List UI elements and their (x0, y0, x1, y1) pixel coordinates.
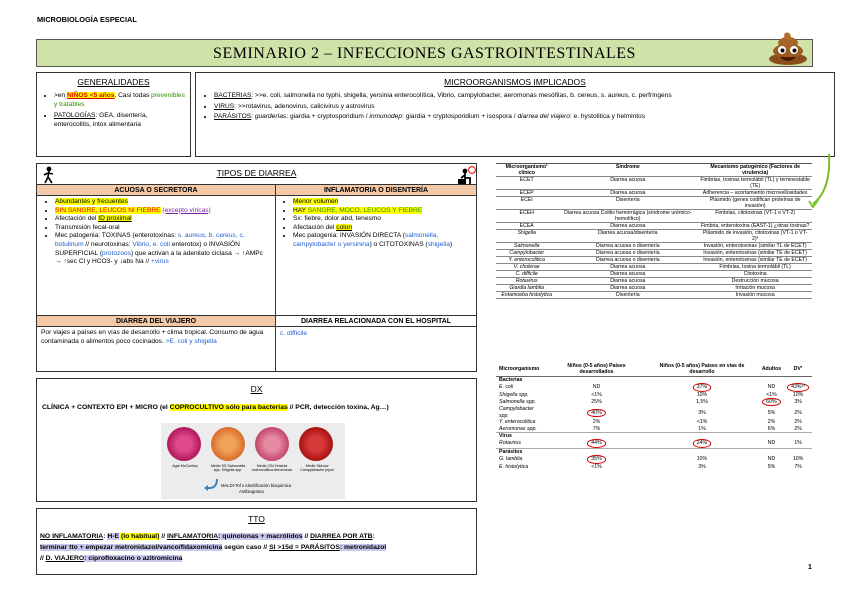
table-cell: Shigella (496, 230, 557, 243)
table-cell: ND (767, 456, 776, 463)
table-cell (548, 406, 645, 419)
table-section-label: Bacterias (496, 376, 812, 383)
table-cell: Diarrea acuosa (557, 177, 698, 190)
table-row (496, 243, 812, 250)
table-cell: <1% (591, 391, 602, 398)
table-section-label: Parásitos (496, 448, 812, 455)
table-row (496, 197, 812, 210)
course-label: MICROBIOLOGÍA ESPECIAL (37, 15, 137, 24)
table-row (496, 250, 812, 257)
plate-label: Medio Skirrow Campylobacter jejuni (300, 464, 334, 472)
table-cell: Diarrea acuosa Colitis hemorrágica (síndrome urémico-hemolítico) (557, 210, 698, 223)
table-cell (548, 455, 645, 463)
walking-person-icon (41, 166, 57, 184)
table-cell: Diarrea acuosa (557, 190, 698, 197)
table-cell: Campylobacter (496, 250, 557, 257)
table-cell: Plásmido de invasión, citotoxinas (VT-1 o VT-2)² (698, 230, 812, 243)
table-cell: Irritación mucosa (698, 285, 812, 292)
table-cell: Diarrea acuosa o disentería (557, 243, 698, 250)
acuosa-item: • Mec patogenia: TOXINAS (enterotoxinas: s. aureus, b. cereus, c. botulinum // neurotoxinas: Vibrio, e. coli enterotox) o INVASIÓN SUPERFICIAL (protozoos) que activan a la adenilato ciclasa → ↑AMPc → ↑sec Cl y HCO3- y ↓abs Na // +virus (55, 232, 271, 266)
plate-mcconkey (167, 427, 201, 461)
table-cell: G. lamblia (499, 456, 523, 463)
table-row (496, 398, 812, 406)
poop-emoji-icon (766, 30, 810, 66)
table-cell: Adherencia – acortamiento microvellosidades (698, 190, 812, 197)
generalidades-box (36, 72, 191, 157)
table-cell: Diarrea acuosa/disentería (557, 230, 698, 243)
table-cell: Rotavirus (496, 278, 557, 285)
table-cell: 7% (592, 425, 601, 432)
microorganismos-list (202, 92, 828, 122)
table-cell: <1% (591, 463, 602, 470)
table-section-row (496, 433, 812, 440)
table-cell: Invasión, enterotoxinas (similar TE de ECET) (698, 257, 812, 264)
acuosa-item: • SIN SANGRE, LEUCOS NI FIEBRE (excepto víricas) (55, 207, 271, 216)
tipos-diarrea-box (36, 163, 477, 372)
hospital-header: DIARREA RELACIONADA CON EL HOSPITAL (275, 315, 476, 327)
table-cell: C. difficile (496, 271, 557, 278)
circled-value: 37% (693, 383, 711, 391)
table-cell: Salmonella spp. (499, 399, 536, 406)
table-header-cell: Niños (0-5 años) Países en vías de desarrollo (645, 363, 759, 376)
table-header-row (496, 363, 812, 376)
table-cell: Invasión, enterotoxinas (similar TE de ECET) (698, 250, 812, 257)
table-cell: E. coli (499, 384, 514, 391)
table-row (496, 177, 812, 190)
table-cell: ECEA (496, 223, 557, 230)
table-cell: Diarrea acuosa (557, 278, 698, 285)
inflamatoria-item: • Mec patogenia: INVASIÓN DIRECTA (salmonella, campylobacter o yersinina) o CITOTOXINAS (shigella) (293, 232, 473, 249)
dx-heading: DX (250, 384, 263, 394)
inflamatoria-item: • HAY SANGRE, MOCO, LEUCOS Y FIEBRE (293, 207, 473, 216)
frequency-table-container (496, 363, 812, 470)
table-cell: Campylobacter spp. (499, 406, 534, 419)
table-cell: Disentería (557, 197, 698, 210)
table-cell: 6% (767, 425, 776, 432)
table-cell: ND (592, 384, 601, 391)
frequency-table (496, 363, 812, 470)
table-cell: Diarrea acuosa (557, 264, 698, 271)
table-cell: Rotavirus (499, 440, 521, 447)
toilet-person-icon (456, 166, 476, 186)
table-cell: Y. enterocolitica (496, 257, 557, 264)
acuosa-item: • Afectación del ID proximal (55, 215, 271, 224)
table-cell: Destrucción mucosa (698, 278, 812, 285)
hospital-text: c. difficile (280, 330, 307, 337)
table-cell: Plásmido (genes codifican proteínas de invasión) (698, 197, 812, 210)
page-title: SEMINARIO 2 – INFECCIONES GASTROINTESTINALES (213, 45, 636, 62)
table-row (496, 426, 812, 433)
plate-label: Medio CIN Yersinia enterocolitica Aeromonas (251, 464, 293, 472)
table-cell: Salmonella (496, 243, 557, 250)
plate-label: Agar McConkey (172, 464, 198, 468)
table-cell: 1% (698, 425, 706, 432)
table-cell: <1% (766, 391, 777, 398)
table-cell: 3% (794, 399, 802, 406)
plate-ss (211, 427, 245, 461)
generalidades-heading: GENERALIDADES (77, 77, 150, 87)
acuosa-item: • Transmisión fecal-oral (55, 224, 271, 233)
table-cell: Diarrea acuosa o disentería (557, 250, 698, 257)
table-cell: 7% (794, 463, 802, 470)
table-cell: Shigella spp. (499, 391, 529, 398)
table-header-cell: Síndrome (557, 164, 698, 177)
table-cell: Invasión, enterotoxinas (similar TL de ECET) (698, 243, 812, 250)
table-cell: Diarrea acuosa (557, 285, 698, 292)
micro-item-bacterias: • BACTERIAS: >>e. coli, salmonella no typhi, shigella, yersinia enterocolítica, Vibrio, campylobacter, aeromonas mesófilas, b. cereus, s. aureus, c. perfringens (214, 92, 828, 101)
table-cell: Entamoeba histolytica (496, 292, 557, 299)
table-cell: 5% (767, 463, 776, 470)
table-cell: ECET (496, 177, 557, 190)
table-cell: ECEP (496, 190, 557, 197)
inflamatoria-item: • Afectación del colon (293, 224, 473, 233)
table-header-cell: Microorganismo (496, 363, 548, 376)
table-cell: ND (767, 384, 776, 391)
table-cell (548, 439, 645, 448)
table-row (496, 285, 812, 292)
table-cell: Invasión mucosa (698, 292, 812, 299)
table-cell: 2% (592, 419, 601, 426)
table-cell: Disentería (557, 292, 698, 299)
table-cell: Fimbrias, citotoxinas (VT-1 o VT-2) (698, 210, 812, 223)
microorganismos-box (195, 72, 835, 157)
table-cell: E. histolytica (499, 463, 529, 470)
table-cell: 1% (794, 440, 802, 447)
table-cell: 10% (792, 456, 804, 463)
return-arrow-icon (201, 477, 219, 491)
table-cell: ND (767, 440, 776, 447)
column-divider (275, 184, 276, 372)
dx-line: CLÍNICA + CONTEXTO EPI + MICRO (el COPROCULTIVO sólo para bacterias // PCR, detección toxina, Ag…) (42, 404, 389, 411)
circled-value: 60% (762, 398, 780, 406)
table-header-cell: Microorganismo¹ clínico (496, 164, 557, 177)
table-cell: 25% (591, 399, 602, 406)
inflamatoria-item: • Menor volumen (293, 198, 473, 207)
inflamatoria-item: • Sx: fiebre, dolor abd, tenesmo (293, 215, 473, 224)
table-cell: 3% (698, 463, 706, 470)
table-row (496, 210, 812, 223)
table-cell: Diarrea acuosa (557, 223, 698, 230)
table-cell: Citotoxina (698, 271, 812, 278)
table-row (496, 278, 812, 285)
table-row (496, 383, 812, 391)
table-cell: ECEH (496, 210, 557, 223)
table-header-cell: Adultos (759, 363, 784, 376)
table-row (496, 230, 812, 243)
table-cell: 1,5% (696, 399, 708, 406)
maldi-label: MALDI-Tof e identificación bioquímica (221, 483, 292, 488)
table-cell: Aeromonas spp. (499, 425, 537, 432)
table-row (496, 190, 812, 197)
acuosa-item: • Abundantes y frecuentes (55, 198, 271, 207)
tto-heading: TTO (248, 514, 265, 524)
circled-value: 24% (693, 439, 711, 447)
table-cell: 2% (794, 425, 802, 432)
table-row (496, 464, 812, 470)
virulence-table-container (496, 163, 812, 299)
antibiograma-label: Antibiograma (239, 489, 264, 494)
table-section-row (496, 448, 812, 455)
circled-value: 44% (587, 439, 605, 447)
page-number: 1 (808, 564, 812, 571)
table-section-row (496, 376, 812, 383)
acuosa-list (43, 198, 271, 267)
microorganismos-heading: MICROORGANISMOS IMPLICADOS (444, 77, 586, 87)
title-band (36, 39, 813, 67)
table-row (496, 292, 812, 299)
table-cell (645, 439, 759, 448)
plate-skirrow (299, 427, 333, 461)
viajero-header: DIARREA DEL VIAJERO (37, 315, 275, 327)
table-cell: Y. enterocolitica (499, 419, 536, 426)
generalidades-item-patologias: • PATOLOGÍAS: GEA, disentería, enterocolitis, intox alimentaria (54, 112, 185, 129)
culture-plates-image (161, 423, 345, 499)
table-cell: 10% (696, 391, 708, 398)
inflamatoria-header: INFLAMATORIA O DISENTERÍA (275, 184, 476, 196)
table-cell: 2% (767, 419, 776, 426)
circled-value: 35% (587, 455, 605, 463)
tto-box (36, 508, 477, 575)
acuosa-header: ACUOSA O SECRETORA (37, 184, 275, 196)
table-header-cell: DV¹ (784, 363, 812, 376)
table-cell: 3% (698, 409, 706, 416)
table-row (496, 455, 812, 463)
table-cell: 10% (792, 391, 804, 398)
inflamatoria-list (281, 198, 473, 250)
circled-value: 43%²³ (787, 383, 809, 391)
dx-box (36, 378, 477, 502)
table-row (496, 223, 812, 230)
circled-value: 40% (587, 409, 605, 417)
viajero-text: Por viajes a países en vías de desarrollo + clima tropical. Consumo de agua contaminada o alimentos poco cocinados. >E. coli y shigella (41, 329, 264, 345)
table-cell: 10% (696, 456, 708, 463)
tto-text: NO INFLAMATORIA: H-E (lo habitual) // INFLAMATORIA: quinolonas + macrólidos // DIARREA POR ATB: terminar tto + empezar metronidazol/vanco/fidaxomicina según caso // SI >15d = PARÁSITOS: metronidazol // D. VIAJERO: ciprofloxacino o azitromicina (40, 533, 387, 562)
table-cell: 2% (794, 419, 802, 426)
table-cell: 2% (794, 409, 802, 416)
table-cell: Diarrea acuosa o disentería (557, 257, 698, 264)
virulence-table (496, 163, 812, 299)
tipos-heading: TIPOS DE DIARREA (216, 168, 297, 178)
table-cell: Giardia lamblia (496, 285, 557, 292)
micro-item-virus: • VIRUS: >>rotavirus, adenovirus, calicivirus y astrovirus (214, 103, 828, 112)
generalidades-list (42, 92, 185, 129)
table-cell: ECEI (496, 197, 557, 210)
table-row (496, 439, 812, 448)
table-cell (759, 398, 784, 406)
micro-item-parasitos: • PARÁSITOS: guarderías: giardia + cryptosporidium / inmunodep: giardia + cryptosporidium + isospora / diarrea del viajero: e. hystolitica y helmintos (214, 113, 828, 122)
table-header-row (496, 164, 812, 177)
table-cell: <1% (696, 419, 708, 426)
table-cell (645, 383, 759, 391)
plate-label: Medio SS Salmonella spp. Shigella spp. (210, 464, 246, 472)
table-cell: Fimbrias, toxina termolábil (TL) (698, 264, 812, 271)
table-row (496, 257, 812, 264)
table-header-cell: Niños (0-5 años) Países desarrollados (548, 363, 645, 376)
table-row (496, 264, 812, 271)
table-cell: 5% (767, 409, 776, 416)
plate-cin (255, 427, 289, 461)
table-header-cell: Mecanismo patogénico (Factores de virulencia) (698, 164, 812, 177)
table-cell: Fimbrias, toxinas termolábil (TL) y termoestable (TE) (698, 177, 812, 190)
table-cell: Fimbria, enterotoxina (EAST-1) ¿otras toxinas? (698, 223, 812, 230)
table-cell (784, 383, 812, 391)
generalidades-item-ninos: • >en NIÑOS <5 años. Casi todas prevenibles y tratables (54, 92, 185, 109)
table-cell: V. cholerae (496, 264, 557, 271)
table-row (496, 406, 812, 419)
table-cell: Diarrea acuosa (557, 271, 698, 278)
table-row (496, 271, 812, 278)
table-section-label: Virus (496, 433, 812, 440)
